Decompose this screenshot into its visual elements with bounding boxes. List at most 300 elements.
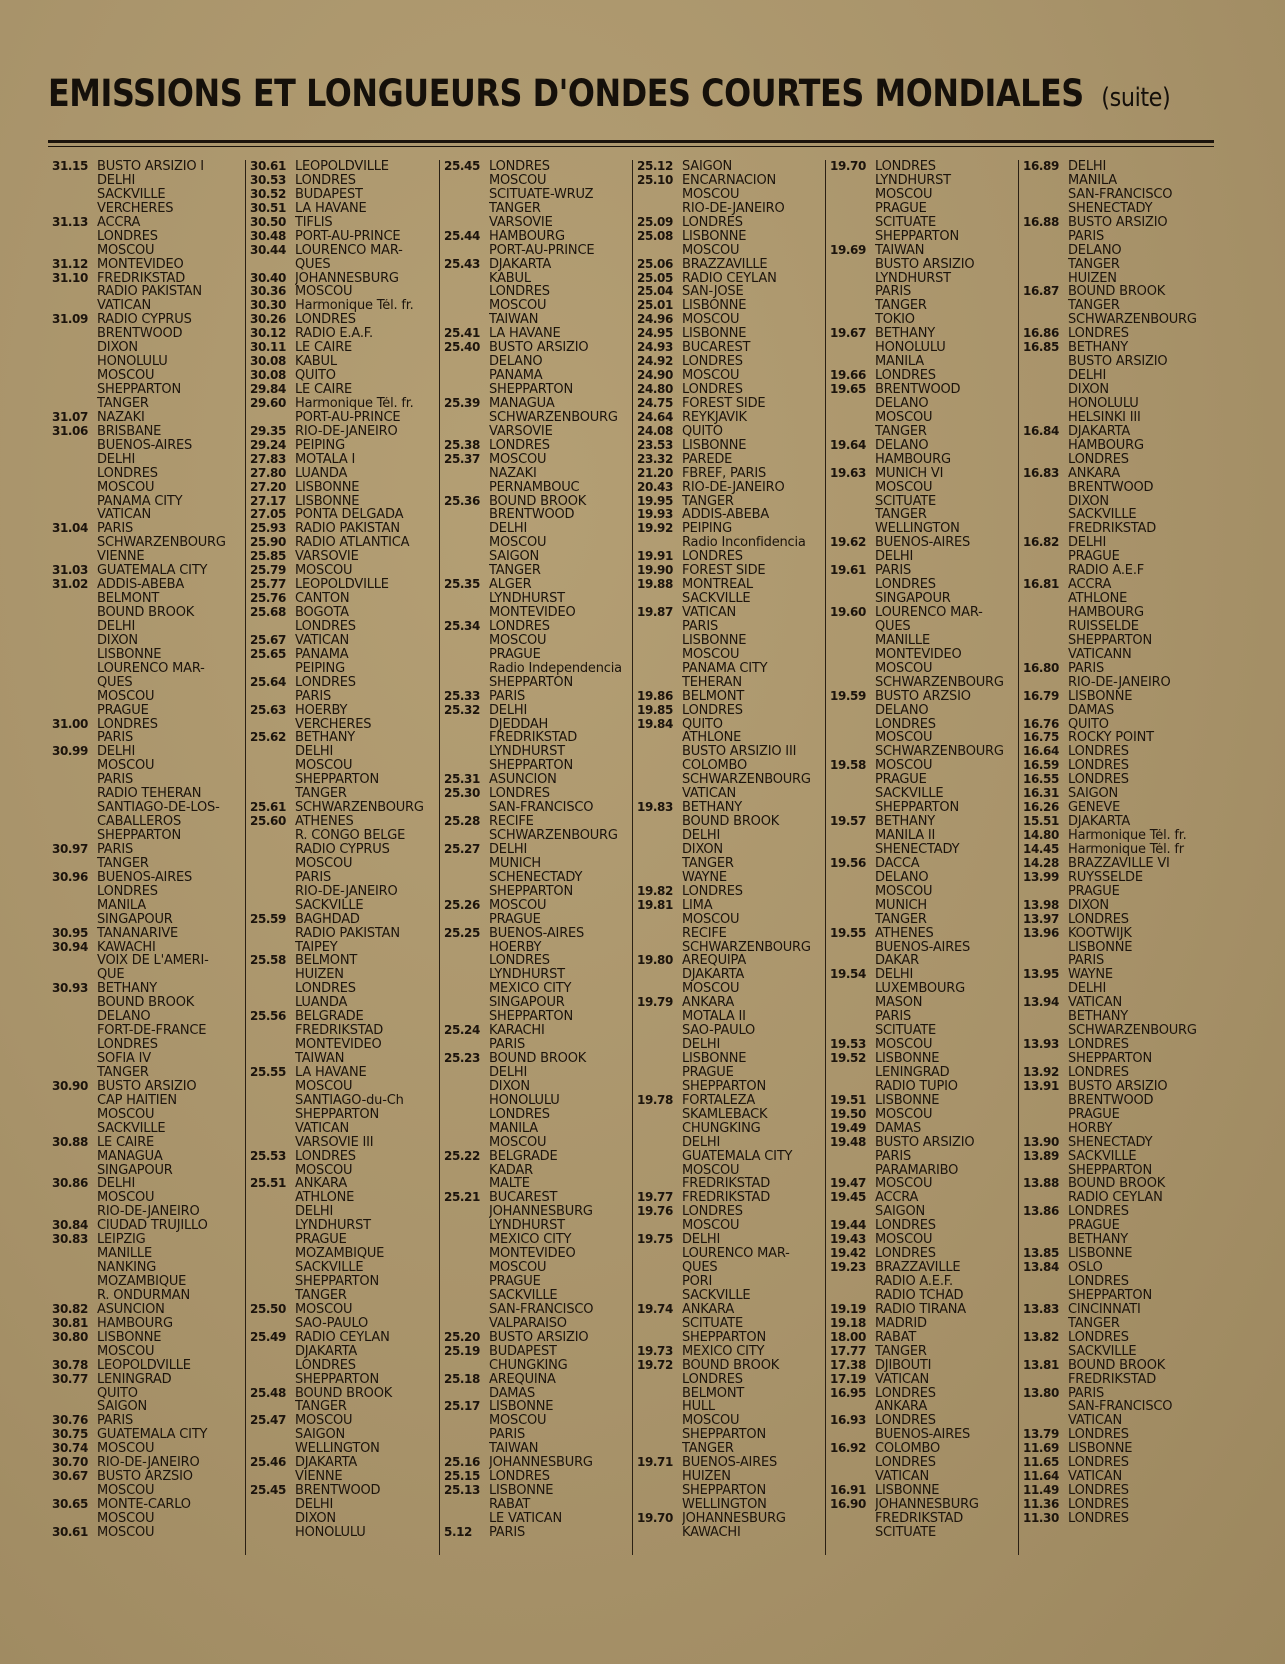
frequency-value	[637, 913, 682, 927]
frequency-value: 31.00	[52, 717, 88, 731]
station-name: LONDRES	[489, 619, 550, 634]
station-name: SINGAPOUR	[875, 592, 951, 606]
station-name: LONDRES	[489, 1470, 550, 1485]
table-row	[250, 1512, 446, 1526]
table-row	[1023, 927, 1219, 941]
station-name: SCITUATE	[875, 1024, 937, 1039]
station-name: RUISSELDE	[1068, 619, 1139, 634]
frequency-value: 29.24	[250, 438, 286, 452]
station-name: DIXON	[295, 1511, 336, 1526]
frequency-value	[637, 843, 682, 857]
frequency-value	[444, 1317, 489, 1331]
frequency-value: 30.78	[52, 1358, 88, 1372]
station-name: BUENOS-AIRES	[682, 1456, 778, 1471]
table-row	[444, 341, 640, 355]
frequency-value	[830, 787, 875, 801]
station-name: BUSTO ARSIZIO	[875, 257, 975, 272]
station-name: VATICAN	[875, 1372, 930, 1387]
station-name: MANILA	[1068, 173, 1117, 188]
frequency-value: 30.86	[52, 1177, 88, 1191]
frequency-value: 18.00	[830, 1330, 866, 1344]
table-row	[444, 1484, 640, 1498]
frequency-value	[52, 1400, 97, 1414]
station-name: DELHI	[1068, 536, 1107, 551]
frequency-value	[250, 927, 295, 941]
station-name: KABUL	[295, 355, 337, 370]
frequency-value	[444, 216, 489, 230]
table-row	[444, 1219, 640, 1233]
station-name: LE CAIRE	[97, 1135, 155, 1150]
station-name: TEHERAN	[682, 675, 742, 690]
frequency-value: 20.43	[637, 480, 673, 494]
frequency-value	[1023, 495, 1068, 509]
table-row	[1023, 662, 1219, 676]
station-name: LYNDHURST	[875, 271, 951, 286]
frequency-value: 16.64	[1023, 745, 1059, 759]
table-row	[830, 829, 1026, 843]
table-row	[637, 913, 833, 927]
table-row	[1023, 1470, 1219, 1484]
station-name: CANTON	[295, 592, 350, 606]
table-row	[637, 355, 833, 369]
station-name: SHEPPARTON	[489, 759, 573, 774]
frequency-value: 19.93	[637, 508, 673, 522]
station-name: SACKVILLE	[1068, 508, 1137, 523]
table-row	[637, 160, 833, 174]
station-name: LIMA	[682, 898, 713, 913]
frequency-value	[637, 536, 682, 550]
station-name: TANGER	[97, 396, 149, 411]
station-name: LISBONNE	[489, 1484, 554, 1498]
table-row	[444, 662, 640, 676]
station-name: BUSTO ARSIZIO	[97, 1079, 197, 1094]
frequency-value	[444, 383, 489, 397]
frequency-value	[444, 634, 489, 648]
frequency-value: 30.88	[52, 1135, 88, 1149]
table-row	[637, 1331, 833, 1345]
frequency-value	[1023, 411, 1068, 425]
frequency-value	[1023, 202, 1068, 216]
frequency-value: 16.88	[1023, 215, 1059, 229]
station-name: PRAGUE	[97, 703, 149, 718]
table-row	[1023, 941, 1219, 955]
table-row	[444, 1359, 640, 1373]
table-row	[250, 383, 446, 397]
frequency-value	[444, 1136, 489, 1150]
frequency-value	[52, 1052, 97, 1066]
station-name: DIXON	[682, 842, 723, 857]
station-name: MOSCOU	[295, 1302, 353, 1317]
station-name: LONDRES	[489, 787, 550, 802]
table-row	[52, 1442, 248, 1456]
table-row	[830, 1345, 1026, 1359]
frequency-value	[637, 1052, 682, 1066]
table-row	[250, 1470, 446, 1484]
table-row	[250, 941, 446, 955]
station-name: PAREDE	[682, 452, 733, 467]
frequency-value	[52, 787, 97, 801]
station-name: RADIO TUPIO	[875, 1079, 958, 1094]
frequency-value: 19.77	[637, 1191, 673, 1205]
station-name: LONDRES	[875, 1456, 936, 1471]
station-name: MUNICH VI	[875, 466, 944, 481]
table-row	[1023, 773, 1219, 787]
frequency-value: 16.86	[1023, 327, 1059, 341]
station-name: LOURENCO MAR-	[682, 1247, 790, 1262]
table-row	[1023, 1080, 1219, 1094]
station-name: SACKVILLE	[295, 898, 364, 913]
station-name: LONDRES	[682, 550, 743, 565]
station-name: FREDRIKSTAD	[295, 1024, 384, 1039]
table-row	[444, 1052, 640, 1066]
station-name: ANKARA	[682, 996, 735, 1011]
station-name: LISBONNE	[875, 1484, 940, 1498]
station-name: LE CAIRE	[295, 341, 353, 356]
table-row	[830, 299, 1026, 313]
frequency-value	[637, 815, 682, 829]
frequency-value: 25.67	[250, 633, 286, 647]
table-row	[637, 1470, 833, 1484]
frequency-value: 16.31	[1023, 787, 1059, 801]
table-row	[637, 996, 833, 1010]
station-name: TAIWAN	[489, 1442, 539, 1457]
station-name: RADIO PAKISTAN	[295, 522, 400, 537]
station-name: BELGRADE	[489, 1149, 558, 1164]
table-row	[52, 745, 248, 759]
station-name: LONDRES	[1068, 327, 1129, 342]
table-row	[637, 801, 833, 815]
frequency-value	[637, 1136, 682, 1150]
frequency-value	[444, 1066, 489, 1080]
frequency-value	[444, 1498, 489, 1512]
station-name: RADIO TCHAD	[875, 1288, 964, 1303]
table-row	[52, 299, 248, 313]
table-row	[830, 1122, 1026, 1136]
frequency-value: 11.65	[1023, 1456, 1059, 1470]
station-name: LONDRES	[97, 466, 158, 481]
table-row	[830, 1442, 1026, 1456]
frequency-value: 19.47	[830, 1177, 866, 1191]
frequency-value: 25.06	[637, 257, 673, 271]
table-row	[1023, 425, 1219, 439]
station-name: VATICAN	[295, 1121, 350, 1136]
table-row	[1023, 1303, 1219, 1317]
table-row	[830, 1498, 1026, 1512]
table-row	[830, 1191, 1026, 1205]
station-name: BUENOS-AIRES	[489, 926, 585, 941]
table-row	[1023, 1122, 1219, 1136]
frequency-value: 13.79	[1023, 1428, 1059, 1442]
title-rule-thick	[48, 140, 1214, 143]
table-row	[830, 1108, 1026, 1122]
table-row	[1023, 648, 1219, 662]
table-row	[444, 1010, 640, 1024]
table-row	[830, 662, 1026, 676]
frequency-value: 25.90	[250, 536, 286, 550]
station-name: LONDRES	[1068, 1330, 1129, 1345]
frequency-value: 25.76	[250, 592, 286, 606]
station-name: HAMBOURG	[97, 1316, 173, 1331]
table-row	[637, 341, 833, 355]
table-row	[637, 815, 833, 829]
frequency-value	[830, 1024, 875, 1038]
station-name: KABUL	[489, 271, 531, 286]
frequency-value: 25.25	[444, 926, 480, 940]
table-row	[250, 327, 446, 341]
station-name: ENCARNACION	[682, 173, 776, 188]
table-row	[250, 1484, 446, 1498]
frequency-value	[52, 174, 97, 188]
frequency-value	[830, 258, 875, 272]
table-row	[52, 341, 248, 355]
table-row	[52, 1317, 248, 1331]
station-name: PARIS	[875, 285, 912, 300]
table-row	[1023, 299, 1219, 313]
station-name: PORT-AU-PRINCE	[489, 243, 595, 258]
station-name: LISBONNE	[682, 633, 747, 648]
table-row	[52, 1373, 248, 1387]
frequency-value	[830, 550, 875, 564]
frequency-value	[830, 285, 875, 299]
table-row	[1023, 578, 1219, 592]
frequency-value	[52, 508, 97, 522]
station-name: LONDRES	[682, 1205, 743, 1220]
frequency-value	[1023, 299, 1068, 313]
station-name: LONDRES	[295, 619, 356, 634]
station-name: SCITUATE-WRUZ	[489, 187, 594, 202]
station-name: MOSCOU	[682, 313, 740, 328]
table-row	[52, 843, 248, 857]
frequency-value: 30.53	[250, 173, 286, 187]
station-name: RIO-DE-JANEIRO	[295, 884, 398, 899]
table-row	[1023, 759, 1219, 773]
table-row	[637, 745, 833, 759]
frequency-value: 19.66	[830, 369, 866, 383]
table-row	[444, 1428, 640, 1442]
frequency-value	[830, 773, 875, 787]
station-name: RADIO CYPRUS	[97, 313, 192, 328]
frequency-value	[250, 1122, 295, 1136]
table-row	[250, 773, 446, 787]
station-name: TANGER	[97, 856, 149, 871]
frequency-value: 19.61	[830, 564, 866, 578]
frequency-value	[52, 536, 97, 550]
station-name: HELSINKI III	[1068, 410, 1141, 425]
station-name: LISBONNE	[682, 299, 747, 314]
frequency-value	[637, 1400, 682, 1414]
table-row	[250, 1442, 446, 1456]
frequency-value	[637, 941, 682, 955]
frequency-value: 31.03	[52, 564, 88, 578]
table-row	[250, 244, 446, 258]
frequency-value	[1023, 1317, 1068, 1331]
table-row	[1023, 202, 1219, 216]
station-name: MEXICO CITY	[682, 1344, 765, 1359]
station-name: LENINGRAD	[875, 1065, 950, 1080]
frequency-value	[444, 411, 489, 425]
table-row	[830, 174, 1026, 188]
table-row	[52, 815, 248, 829]
table-row	[52, 411, 248, 425]
station-name: BELMONT	[97, 592, 160, 606]
station-name: RADIO A.E.F.	[875, 1275, 953, 1289]
table-row	[830, 1484, 1026, 1498]
station-name: LISBONNE	[295, 480, 360, 495]
station-name: VIENNE	[97, 550, 145, 565]
table-row	[1023, 982, 1219, 996]
table-row	[444, 522, 640, 536]
frequency-value: 30.84	[52, 1219, 88, 1233]
station-name: SHEPPARTON	[489, 884, 573, 899]
station-name: MOSCOU	[875, 1233, 933, 1248]
station-name: JOHANNESBURG	[295, 271, 399, 286]
frequency-value: 19.49	[830, 1121, 866, 1135]
station-name: PRAGUE	[875, 201, 927, 216]
frequency-value: 16.85	[1023, 341, 1059, 355]
frequency-value	[52, 1191, 97, 1205]
station-name: RADIO CYPRUS	[295, 842, 390, 857]
table-row	[830, 759, 1026, 773]
station-name: SOFIA IV	[97, 1052, 151, 1066]
station-name: LONDRES	[1068, 773, 1129, 788]
frequency-value: 25.32	[444, 703, 480, 717]
station-name: BUSTO ARSIZIO	[1068, 1079, 1168, 1094]
frequency-value: 30.67	[52, 1470, 88, 1484]
station-name: LYNDHURST	[875, 173, 951, 188]
frequency-value	[637, 1275, 682, 1289]
station-name: PARIS	[97, 842, 134, 857]
table-row	[52, 1428, 248, 1442]
table-row	[637, 174, 833, 188]
station-name: SACKVILLE	[295, 1261, 364, 1275]
table-row	[830, 620, 1026, 634]
frequency-value	[250, 1400, 295, 1414]
station-name: BUSTO ARSIZIO III	[682, 745, 797, 760]
table-row	[444, 1024, 640, 1038]
station-name: PARIS	[875, 564, 912, 579]
frequency-value	[1023, 272, 1068, 286]
station-name: PEIPING	[295, 438, 345, 453]
frequency-value	[250, 968, 295, 982]
station-name: JOHANNESBURG	[489, 1205, 593, 1220]
frequency-value: 27.80	[250, 466, 286, 480]
frequency-value	[444, 355, 489, 369]
station-name: MOSCOU	[875, 1038, 933, 1052]
table-row	[1023, 1205, 1219, 1219]
frequency-value	[250, 1442, 295, 1456]
frequency-value: 11.49	[1023, 1484, 1059, 1498]
station-name: LONDRES	[1068, 1456, 1129, 1471]
table-row	[1023, 508, 1219, 522]
table-row	[830, 1247, 1026, 1261]
station-name: SINGAPOUR	[97, 912, 173, 927]
station-name: SCHWARZENBOURG	[1068, 1024, 1197, 1039]
station-name: LISBONNE	[97, 1330, 162, 1345]
frequency-value	[52, 1247, 97, 1261]
station-name: BRENTWOOD	[875, 383, 961, 397]
table-row	[52, 481, 248, 495]
frequency-value: 31.10	[52, 271, 88, 285]
station-name: HAMBOURG	[1068, 438, 1144, 453]
frequency-value	[52, 1122, 97, 1136]
frequency-value	[52, 857, 97, 871]
table-row	[444, 1038, 640, 1052]
table-row	[637, 1164, 833, 1178]
station-name: DELHI	[295, 745, 334, 760]
station-name: PARIS	[682, 619, 719, 634]
frequency-value: 30.97	[52, 842, 88, 856]
station-name: BUENOS-AIRES	[97, 438, 193, 453]
table-row	[637, 1456, 833, 1470]
table-row	[444, 982, 640, 996]
table-row	[444, 1205, 640, 1219]
frequency-value: 30.77	[52, 1372, 88, 1386]
frequency-value: 19.83	[637, 801, 673, 815]
frequency-value: 25.34	[444, 619, 480, 633]
table-row	[444, 996, 640, 1010]
frequency-value	[52, 188, 97, 202]
frequency-value	[1023, 355, 1068, 369]
table-row	[830, 815, 1026, 829]
frequency-value	[1023, 1024, 1068, 1038]
table-row	[52, 439, 248, 453]
station-name: BELMONT	[295, 954, 358, 969]
table-row	[52, 1205, 248, 1219]
table-row	[1023, 690, 1219, 704]
frequency-value: 30.83	[52, 1233, 88, 1247]
station-name: SHEPPARTON	[489, 675, 573, 690]
frequency-value	[444, 885, 489, 899]
frequency-value: 30.51	[250, 201, 286, 215]
station-name: MOSCOU	[489, 1261, 547, 1275]
table-row	[830, 425, 1026, 439]
station-name: VOIX DE L'AMERI-	[97, 954, 209, 969]
station-name: ASUNCION	[97, 1302, 165, 1317]
station-name: VARSOVIE	[489, 424, 553, 439]
table-row	[444, 369, 640, 383]
station-name: ATHENES	[875, 926, 934, 941]
table-row	[444, 1470, 640, 1484]
station-name: TANGER	[97, 1065, 149, 1080]
table-row	[830, 592, 1026, 606]
frequency-value	[637, 1442, 682, 1456]
table-row	[637, 439, 833, 453]
table-row	[52, 1275, 248, 1289]
table-row	[637, 202, 833, 216]
station-name: LYNDHURST	[489, 1219, 565, 1234]
table-row	[1023, 1136, 1219, 1150]
frequency-value	[1023, 397, 1068, 411]
frequency-value	[1023, 1289, 1068, 1303]
station-name: R. CONGO BELGE	[295, 829, 406, 843]
station-name: RADIO A.E.F	[1068, 564, 1145, 579]
station-name: NANKING	[97, 1261, 157, 1275]
frequency-value: 31.06	[52, 424, 88, 438]
table-row	[830, 1052, 1026, 1066]
station-name: SCHWARZENBOURG	[97, 536, 226, 551]
table-row	[830, 258, 1026, 272]
station-name: KADAR	[489, 1163, 533, 1178]
station-name: MOSCOU	[875, 187, 933, 202]
station-name: PRAGUE	[1068, 884, 1120, 899]
station-name: DJAKARTA	[295, 1344, 358, 1359]
frequency-value	[52, 676, 97, 690]
table-row	[250, 1456, 446, 1470]
frequency-value	[637, 1150, 682, 1164]
table-row	[444, 467, 640, 481]
table-row	[250, 1205, 446, 1219]
table-row	[637, 411, 833, 425]
